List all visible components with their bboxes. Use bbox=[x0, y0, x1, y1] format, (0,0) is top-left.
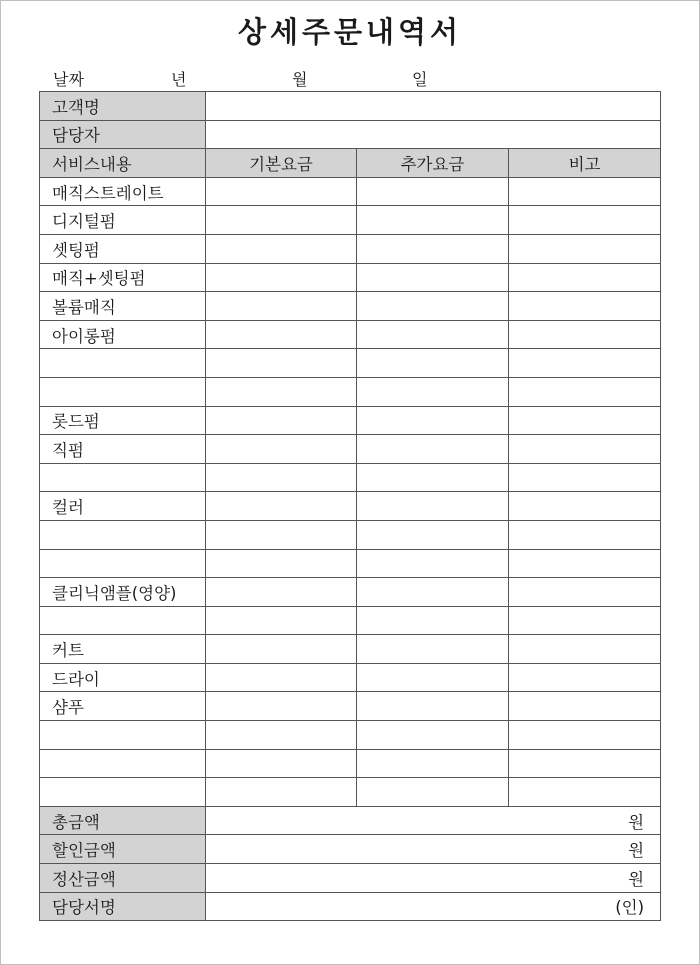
extra-fee-cell[interactable] bbox=[357, 606, 509, 635]
note-cell[interactable] bbox=[509, 578, 661, 607]
service-name: 드라이 bbox=[40, 663, 206, 692]
base-fee-cell[interactable] bbox=[206, 406, 357, 435]
note-cell[interactable] bbox=[509, 435, 661, 464]
extra-fee-cell[interactable] bbox=[357, 234, 509, 263]
service-row bbox=[40, 435, 661, 464]
service-name bbox=[40, 778, 206, 807]
note-cell[interactable] bbox=[509, 492, 661, 521]
service-name: 샴푸 bbox=[40, 692, 206, 721]
total-value-unit[interactable]: 원 bbox=[206, 806, 661, 835]
service-name: 커트 bbox=[40, 635, 206, 664]
total-value-unit[interactable]: 원 bbox=[206, 864, 661, 893]
total-label: 총금액 bbox=[40, 806, 206, 835]
note-cell[interactable] bbox=[509, 349, 661, 378]
extra-fee-cell[interactable] bbox=[357, 435, 509, 464]
extra-fee-cell[interactable] bbox=[357, 492, 509, 521]
base-fee-cell[interactable] bbox=[206, 292, 357, 321]
note-cell[interactable] bbox=[509, 263, 661, 292]
service-name: 매직+셋팅펌 bbox=[40, 263, 206, 292]
note-cell[interactable] bbox=[509, 663, 661, 692]
total-row bbox=[40, 892, 661, 921]
header-service: 서비스내용 bbox=[40, 149, 206, 178]
service-row bbox=[40, 463, 661, 492]
extra-fee-cell[interactable] bbox=[357, 692, 509, 721]
service-row bbox=[40, 406, 661, 435]
note-cell[interactable] bbox=[509, 377, 661, 406]
date-label: 날짜 bbox=[53, 70, 84, 89]
service-name bbox=[40, 349, 206, 378]
base-fee-cell[interactable] bbox=[206, 177, 357, 206]
note-cell[interactable] bbox=[509, 520, 661, 549]
base-fee-cell[interactable] bbox=[206, 663, 357, 692]
service-name bbox=[40, 549, 206, 578]
date-year-label: 년 bbox=[171, 70, 187, 89]
total-row bbox=[40, 806, 661, 835]
staff-label: 담당자 bbox=[40, 120, 206, 149]
extra-fee-cell[interactable] bbox=[357, 263, 509, 292]
date-month-label: 월 bbox=[292, 70, 308, 89]
service-name: 셋팅펌 bbox=[40, 234, 206, 263]
service-name: 매직스트레이트 bbox=[40, 177, 206, 206]
base-fee-cell[interactable] bbox=[206, 263, 357, 292]
service-name: 롯드펌 bbox=[40, 406, 206, 435]
order-table bbox=[39, 91, 661, 921]
service-name bbox=[40, 377, 206, 406]
base-fee-cell[interactable] bbox=[206, 349, 357, 378]
service-row bbox=[40, 177, 661, 206]
service-row bbox=[40, 721, 661, 750]
service-row bbox=[40, 749, 661, 778]
note-cell[interactable] bbox=[509, 749, 661, 778]
service-name: 컬러 bbox=[40, 492, 206, 521]
base-fee-cell[interactable] bbox=[206, 578, 357, 607]
extra-fee-cell[interactable] bbox=[357, 520, 509, 549]
extra-fee-cell[interactable] bbox=[357, 377, 509, 406]
base-fee-cell[interactable] bbox=[206, 549, 357, 578]
header-note: 비고 bbox=[509, 149, 661, 178]
service-name bbox=[40, 721, 206, 750]
extra-fee-cell[interactable] bbox=[357, 406, 509, 435]
service-name: 디지털펌 bbox=[40, 206, 206, 235]
extra-fee-cell[interactable] bbox=[357, 749, 509, 778]
note-cell[interactable] bbox=[509, 635, 661, 664]
extra-fee-cell[interactable] bbox=[357, 177, 509, 206]
header-extra-fee: 추가요금 bbox=[357, 149, 509, 178]
extra-fee-cell[interactable] bbox=[357, 635, 509, 664]
service-row bbox=[40, 578, 661, 607]
date-row bbox=[0, 67, 700, 89]
service-name: 아이롱펌 bbox=[40, 320, 206, 349]
date-day-label: 일 bbox=[412, 70, 428, 89]
service-name bbox=[40, 749, 206, 778]
service-name bbox=[40, 463, 206, 492]
service-row bbox=[40, 234, 661, 263]
header-row bbox=[40, 149, 661, 178]
extra-fee-cell[interactable] bbox=[357, 320, 509, 349]
base-fee-cell[interactable] bbox=[206, 692, 357, 721]
staff-field[interactable] bbox=[206, 120, 661, 149]
service-row bbox=[40, 263, 661, 292]
service-row bbox=[40, 492, 661, 521]
base-fee-cell[interactable] bbox=[206, 749, 357, 778]
service-row bbox=[40, 320, 661, 349]
service-row bbox=[40, 635, 661, 664]
service-row bbox=[40, 606, 661, 635]
service-row bbox=[40, 663, 661, 692]
total-label: 정산금액 bbox=[40, 864, 206, 893]
service-row bbox=[40, 778, 661, 807]
note-cell[interactable] bbox=[509, 463, 661, 492]
base-fee-cell[interactable] bbox=[206, 606, 357, 635]
base-fee-cell[interactable] bbox=[206, 721, 357, 750]
base-fee-cell[interactable] bbox=[206, 206, 357, 235]
base-fee-cell[interactable] bbox=[206, 435, 357, 464]
extra-fee-cell[interactable] bbox=[357, 778, 509, 807]
customer-row bbox=[40, 92, 661, 121]
total-row bbox=[40, 835, 661, 864]
extra-fee-cell[interactable] bbox=[357, 663, 509, 692]
extra-fee-cell[interactable] bbox=[357, 349, 509, 378]
note-cell[interactable] bbox=[509, 292, 661, 321]
service-name bbox=[40, 606, 206, 635]
base-fee-cell[interactable] bbox=[206, 377, 357, 406]
service-name: 클리닉앰플(영양) bbox=[40, 578, 206, 607]
note-cell[interactable] bbox=[509, 320, 661, 349]
base-fee-cell[interactable] bbox=[206, 320, 357, 349]
service-name: 볼륨매직 bbox=[40, 292, 206, 321]
extra-fee-cell[interactable] bbox=[357, 549, 509, 578]
note-cell[interactable] bbox=[509, 778, 661, 807]
base-fee-cell[interactable] bbox=[206, 463, 357, 492]
service-row bbox=[40, 549, 661, 578]
extra-fee-cell[interactable] bbox=[357, 292, 509, 321]
total-label: 할인금액 bbox=[40, 835, 206, 864]
service-name bbox=[40, 520, 206, 549]
total-label: 담당서명 bbox=[40, 892, 206, 921]
note-cell[interactable] bbox=[509, 406, 661, 435]
extra-fee-cell[interactable] bbox=[357, 721, 509, 750]
service-row bbox=[40, 349, 661, 378]
service-row bbox=[40, 206, 661, 235]
service-row bbox=[40, 377, 661, 406]
service-row bbox=[40, 692, 661, 721]
total-value-unit[interactable]: 원 bbox=[206, 835, 661, 864]
extra-fee-cell[interactable] bbox=[357, 463, 509, 492]
note-cell[interactable] bbox=[509, 234, 661, 263]
page-title: 상세주문내역서 bbox=[237, 15, 463, 49]
base-fee-cell[interactable] bbox=[206, 635, 357, 664]
note-cell[interactable] bbox=[509, 206, 661, 235]
service-row bbox=[40, 520, 661, 549]
base-fee-cell[interactable] bbox=[206, 234, 357, 263]
base-fee-cell[interactable] bbox=[206, 520, 357, 549]
note-cell[interactable] bbox=[509, 606, 661, 635]
service-row bbox=[40, 292, 661, 321]
note-cell[interactable] bbox=[509, 692, 661, 721]
extra-fee-cell[interactable] bbox=[357, 206, 509, 235]
header-base-fee: 기본요금 bbox=[206, 149, 357, 178]
note-cell[interactable] bbox=[509, 721, 661, 750]
base-fee-cell[interactable] bbox=[206, 492, 357, 521]
note-cell[interactable] bbox=[509, 549, 661, 578]
base-fee-cell[interactable] bbox=[206, 778, 357, 807]
total-row bbox=[40, 864, 661, 893]
total-value-unit[interactable]: (인) bbox=[206, 892, 661, 921]
extra-fee-cell[interactable] bbox=[357, 578, 509, 607]
staff-row bbox=[40, 120, 661, 149]
note-cell[interactable] bbox=[509, 177, 661, 206]
customer-field[interactable] bbox=[206, 92, 661, 121]
customer-label: 고객명 bbox=[40, 92, 206, 121]
service-name: 직펌 bbox=[40, 435, 206, 464]
